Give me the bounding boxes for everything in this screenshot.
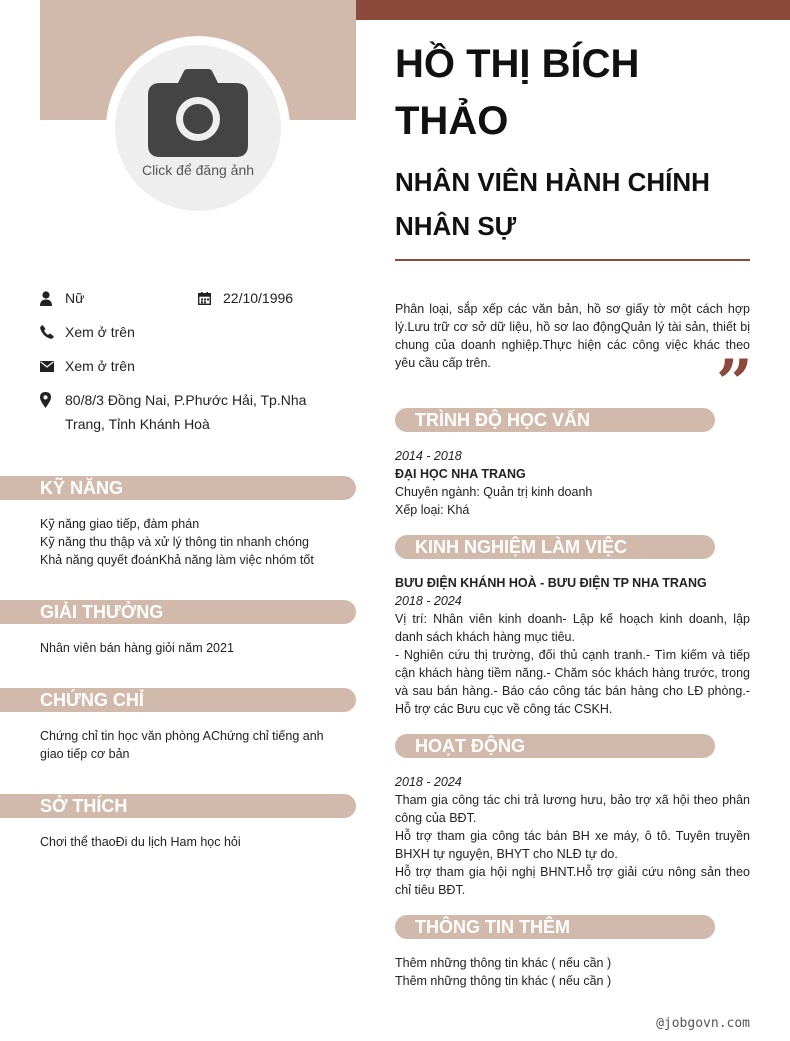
birthdate-row — [198, 286, 293, 310]
top-accent-bar — [356, 0, 790, 20]
title-divider — [395, 259, 750, 261]
experience-period: 2018 - 2024 — [395, 594, 462, 608]
education-school: ĐẠI HỌC NHA TRANG — [395, 467, 526, 481]
additional-section-title: THÔNG TIN THÊM — [415, 917, 570, 937]
phone-value: Xem ở trên — [65, 324, 135, 340]
activities-section-title: HOẠT ĐỘNG — [415, 736, 525, 756]
birthdate-value: 22/10/1996 — [223, 290, 294, 306]
gender-row — [40, 286, 84, 310]
certificates-text: Chứng chỉ tin học văn phòng AChứng chỉ tiếng anh giao tiếp cơ bản — [40, 729, 324, 761]
education-period: 2014 - 2018 — [395, 449, 462, 463]
experience-description: Vị trí: Nhân viên kinh doanh- Lập kế hoạch kinh doanh, lập danh sách khách hàng mục tiêu. — [395, 612, 750, 644]
quote-icon: ” — [716, 346, 753, 421]
phone-icon — [40, 320, 65, 344]
additional-info-line: Thêm những thông tin khác ( nếu cần ) — [395, 974, 612, 988]
watermark: @jobgovn.com — [656, 1016, 750, 1031]
education-grade: Xếp loại: Khá — [395, 503, 470, 517]
job-title: NHÂN VIÊN HÀNH CHÍNH NHÂN SỰ — [395, 167, 710, 241]
career-objective: Phân loại, sắp xếp các văn bản, hồ sơ giấy tờ một cách hợp lý.Lưu trữ cơ sở dữ liệu, hồ sơ lao độngQuản lý tài sản, thiết bị chung của doanh nghiệp.Thực hiện các công việc khác theo yêu cầu cấp trên. — [395, 302, 750, 370]
awards-section-title: GIẢI THƯỞNG — [40, 602, 164, 622]
address-value: 80/8/3 Đồng Nai, P.Phước Hải, Tp.Nha Trang, Tỉnh Khánh Hoà — [65, 392, 307, 432]
location-pin-icon — [40, 388, 65, 412]
envelope-icon — [40, 354, 65, 378]
activities-entry — [395, 773, 750, 899]
additional-info-line: Thêm những thông tin khác ( nếu cần ) — [395, 956, 612, 970]
skill-item: Kỹ năng giao tiếp, đàm phán — [40, 517, 200, 531]
skill-item: Kỹ năng thu thập và xử lý thông tin nhanh chóng — [40, 535, 309, 549]
experience-company: BƯU ĐIỆN KHÁNH HOÀ - BƯU ĐIỆN TP NHA TRANG — [395, 576, 707, 590]
person-icon — [40, 286, 65, 310]
hobbies-section-title: SỞ THÍCH — [40, 796, 128, 816]
hobbies-text: Chơi thể thaoĐi du lịch Ham học hỏi — [40, 835, 241, 849]
education-major: Chuyên ngành: Quản trị kinh doanh — [395, 485, 593, 499]
phone-row — [40, 320, 135, 344]
photo-upload-button[interactable] — [115, 45, 281, 211]
gender-value: Nữ — [65, 290, 85, 306]
candidate-name: HỒ THỊ BÍCH THẢO — [395, 42, 640, 143]
address-row — [40, 388, 340, 436]
experience-section-title: KINH NGHIỆM LÀM VIỆC — [415, 537, 628, 557]
activities-description: Hỗ trợ tham gia công tác bán BH xe máy, ô tô. Tuyên truyền BHXH tự nguyện, BHYT cho NLĐ tự do. — [395, 829, 750, 861]
email-value: Xem ở trên — [65, 358, 135, 374]
skill-item: Khả năng quyết đoánKhả năng làm việc nhóm tốt — [40, 553, 314, 567]
activities-description: Tham gia công tác chi trả lương hưu, bảo trợ xã hội theo phân công của BĐT. — [395, 793, 750, 825]
experience-entry — [395, 574, 750, 718]
skills-section-title: KỸ NĂNG — [40, 478, 124, 498]
additional-entry — [395, 954, 750, 990]
email-row — [40, 354, 135, 378]
activities-description: Hỗ trợ tham gia hội nghị BHNT.Hỗ trợ giải cứu nông sản theo chỉ tiêu BĐT. — [395, 865, 750, 897]
photo-upload-label: Click để đăng ảnh — [141, 162, 255, 178]
certificates-section-title: CHỨNG CHỈ — [40, 690, 144, 710]
camera-icon — [148, 69, 248, 157]
activities-period: 2018 - 2024 — [395, 775, 462, 789]
education-section-title: TRÌNH ĐỘ HỌC VẤN — [415, 410, 590, 430]
calendar-icon — [198, 286, 223, 310]
skills-list — [40, 515, 340, 569]
education-entry — [395, 447, 750, 519]
experience-description: - Nghiên cứu thị trường, đối thủ cạnh tranh.- Tìm kiếm và tiếp cận khách hàng tiềm năng.- Chăm sóc khách hàng trước, trong và sau bán hàng.- Báo cáo công tác bán hàng cho LĐ phòng.- Hỗ trợ các Bưu cục về công tác CSKH. — [395, 648, 750, 716]
awards-text: Nhân viên bán hàng giỏi năm 2021 — [40, 641, 234, 655]
